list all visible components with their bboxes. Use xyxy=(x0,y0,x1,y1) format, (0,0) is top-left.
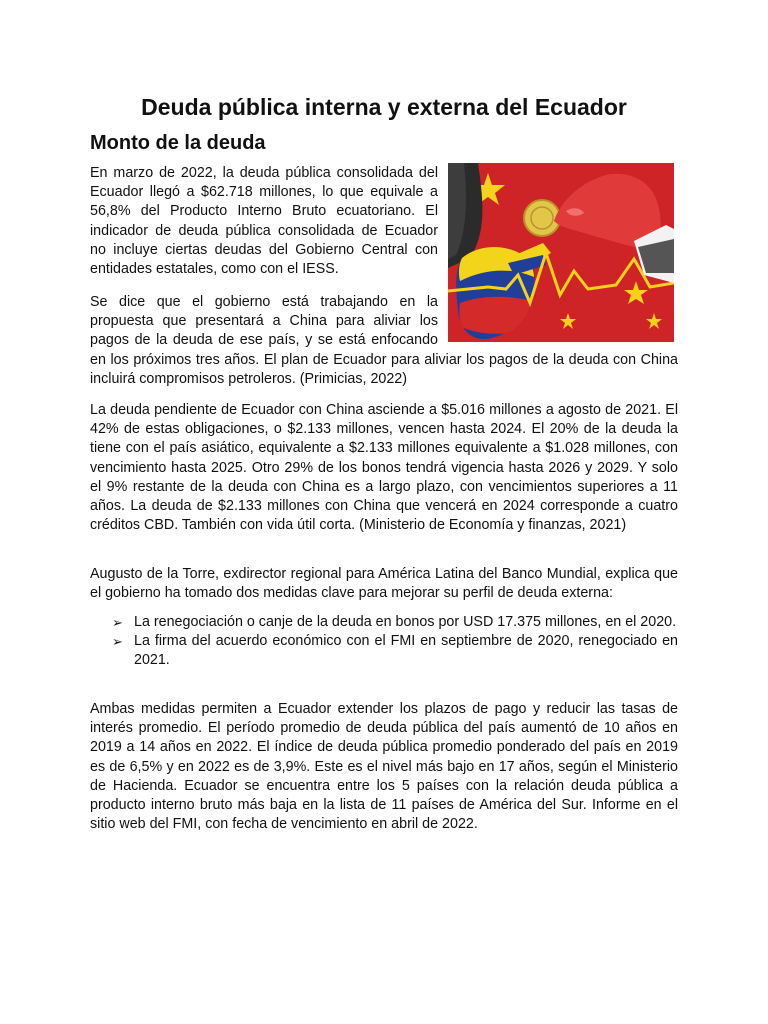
paragraph-measures-outcome: Ambas medidas permiten a Ecuador extender los plazos de pago y reducir las tasas de interés promedio. El período promedio de deuda pública del país aumentó de 10 años en 2019 a 14 años en 2022. El índice de deuda pública promedio ponderado del país en 2019 es de 6,5% y en 2022 es de 3,9%. Este es el nivel más bajo en 17 años, según el Ministerio de Hacienda. Ecuador se encuentra entre los 5 países con la relación deuda pública a producto interno bruto más baja en la lista de 11 países de América del Sur. Informe en el sitio web del FMI, con fecha de vencimiento en abril de 2022. xyxy=(90,701,678,833)
bullet-arrow-icon: ➢ xyxy=(112,634,123,650)
list-item-text: La firma del acuerdo económico con el FMI en septiembre de 2020, renegociado en 2021. xyxy=(134,633,678,669)
list-item xyxy=(112,613,678,632)
bullet-arrow-icon: ➢ xyxy=(112,615,123,630)
section-heading: Monto de la deuda xyxy=(90,132,266,154)
paragraph-china-proposal xyxy=(90,293,678,389)
paragraph-augusto-de-la-torre: Augusto de la Torre, exdirector regional para América Latina del Banco Mundial, explica que el gobierno ha tomado dos medidas clave para mejorar su perfil de deuda externa: xyxy=(90,566,678,602)
paragraph-china-proposal-line-3: pagos de la deuda de ese país, y se está enfocando xyxy=(90,332,438,349)
list-item xyxy=(112,632,678,670)
document-title: Deuda pública interna y externa del Ecuador xyxy=(141,94,627,120)
paragraph-china-debt: La deuda pendiente de Ecuador con China asciende a $5.016 millones a agosto de 2021. El 42% de estas obligaciones, o $2.133 millones, vencen hasta 2024. El 20% de la deuda la tiene con el país asiático, equivalente a $2.133 millones equivalente a $1.028 millones, con vencimiento hasta 2025. Otro 29% de los bonos tendrá vigencia hasta 2026 y 2029. Y solo el 9% restante de la deuda con China es a largo plazo, con vencimientos superiores a 11 años. La deuda de $2.133 millones con China que vencerá en 2024 corresponde a cuatro créditos CBD. También con vida útil corta. (Ministerio de Economía y finanzas, 2021) xyxy=(90,402,678,534)
measures-list xyxy=(112,613,678,671)
paragraph-china-proposal-rest: en los próximos tres años. El plan de Ecuador para aliviar los pagos de la deuda con China incluirá compromisos petroleros. (Primicias, 2022) xyxy=(90,351,678,387)
paragraph-china-proposal-line-2: propuesta que presentará a China para aliviar los xyxy=(90,313,438,330)
list-item-text: La renegociación o canje de la deuda en bonos por USD 17.375 millones, en el 2020. xyxy=(134,614,677,630)
paragraph-china-proposal-line-1: Se dice que el gobierno está trabajando en la xyxy=(90,294,438,310)
paragraph-debt-amount: En marzo de 2022, la deuda pública consolidada del Ecuador llegó a $62.718 millones, lo que equivale a 56,8% del Producto Interno Bruto ecuatoriano. El indicador de deuda pública consolidada de Ecuador no incluye ciertas deudas del Gobierno Central con entidades estatales, como con el IESS. xyxy=(90,165,438,278)
